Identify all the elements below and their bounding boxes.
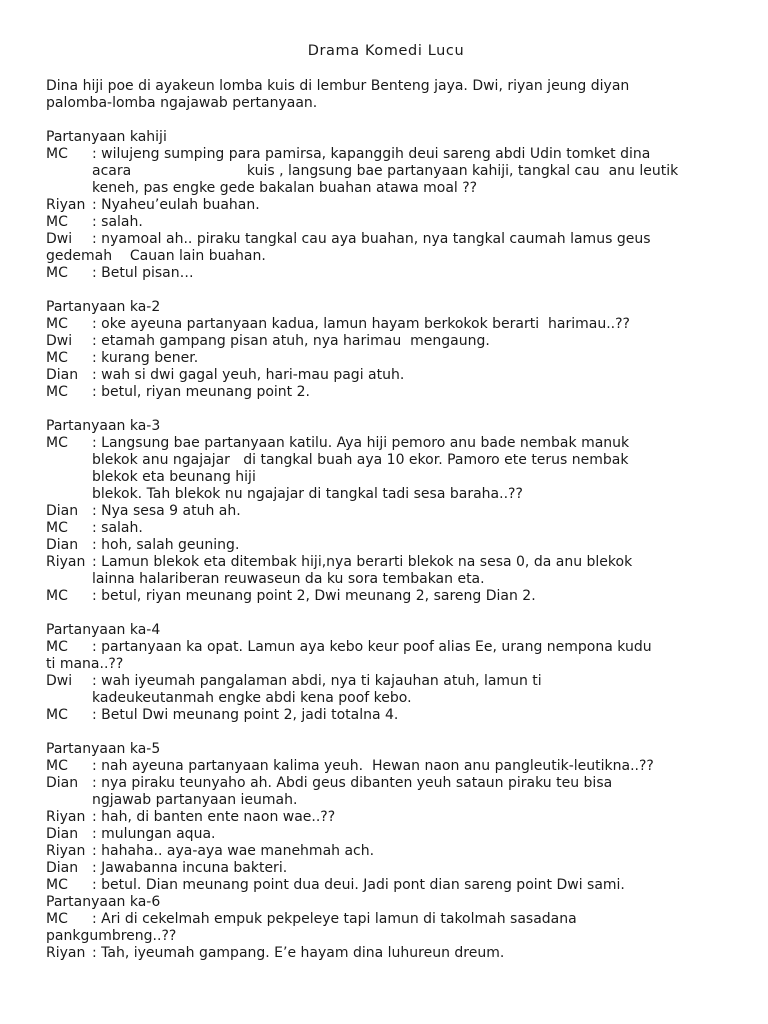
speaker-label: MC <box>46 265 68 281</box>
dialogue-text: : nah ayeuna partanyaan kalima yeuh. Hewan naon anu pangleutik-leutikna..?? <box>92 758 654 774</box>
speaker-label: Dwi <box>46 231 73 247</box>
section-heading: Partanyaan kahiji <box>46 129 167 145</box>
speaker-label: Dian <box>46 537 79 553</box>
dialogue-text: : Tah, iyeumah gampang. E’e hayam dina luhureun dreum. <box>92 945 505 961</box>
dialogue-text: lainna halariberan reuwaseun da ku sora tembakan eta. <box>92 571 485 587</box>
speaker-label: MC <box>46 316 68 332</box>
dialogue-text: : Lamun blekok eta ditembak hiji,nya berarti blekok na sesa 0, da anu blekok <box>92 554 633 570</box>
speaker-label: MC <box>46 758 68 774</box>
speaker-label: MC <box>46 877 68 893</box>
speaker-label: Dian <box>46 503 79 519</box>
dialogue-text: : betul. Dian meunang point dua deui. Jadi pont dian sareng point Dwi sami. <box>92 877 625 893</box>
dialogue-text: : nyamoal ah.. piraku tangkal cau aya buahan, nya tangkal caumah lamus geus <box>92 231 651 247</box>
dialogue-text: kadeukeutanmah engke abdi kena poof kebo. <box>92 690 412 706</box>
dialogue-text: : etamah gampang pisan atuh, nya harimau mengaung. <box>92 333 490 349</box>
dialogue-text: : wah iyeumah pangalaman abdi, nya ti kajauhan atuh, lamun ti <box>92 673 542 689</box>
speaker-label: Riyan <box>46 809 86 825</box>
intro-line: palomba-lomba ngajawab pertanyaan. <box>46 95 318 111</box>
dialogue-text: : hah, di banten ente naon wae..?? <box>92 809 336 825</box>
speaker-label: Dwi <box>46 333 73 349</box>
dialogue-text: blekok anu ngajajar di tangkal buah aya 10 ekor. Pamoro ete terus nembak <box>92 452 629 468</box>
dialogue-text: : salah. <box>92 214 143 230</box>
dialogue-text: : partanyaan ka opat. Lamun aya kebo keur poof alias Ee, urang nempona kudu <box>92 639 652 655</box>
speaker-label: Riyan <box>46 197 86 213</box>
dialogue-text: : Nyaheu’eulah buahan. <box>92 197 260 213</box>
speaker-label: Dian <box>46 775 79 791</box>
intro-line: Dina hiji poe di ayakeun lomba kuis di lembur Benteng jaya. Dwi, riyan jeung diyan <box>46 78 630 94</box>
speaker-label: MC <box>46 146 68 162</box>
dialogue-text: blekok. Tah blekok nu ngajajar di tangkal tadi sesa baraha..?? <box>92 486 523 502</box>
dialogue-text: : hahaha.. aya-aya wae manehmah ach. <box>92 843 375 859</box>
speaker-label: Dian <box>46 860 79 876</box>
dialogue-text: : Nya sesa 9 atuh ah. <box>92 503 241 519</box>
speaker-label: Riyan <box>46 843 86 859</box>
dialogue-text: : Jawabanna incuna bakteri. <box>92 860 288 876</box>
section-heading: Partanyaan ka-3 <box>46 418 161 434</box>
section-heading: Partanyaan ka-5 <box>46 741 161 757</box>
document-page <box>46 0 726 1024</box>
dialogue-text: : Betul pisan… <box>92 265 194 281</box>
speaker-label: MC <box>46 520 68 536</box>
dialogue-text: blekok eta beunang hiji <box>92 469 256 485</box>
dialogue-text: : betul, riyan meunang point 2. <box>92 384 310 400</box>
dialogue-text: ngjawab partanyaan ieumah. <box>92 792 298 808</box>
speaker-label: Dian <box>46 367 79 383</box>
speaker-label: MC <box>46 435 68 451</box>
dialogue-text: ti mana..?? <box>46 656 124 672</box>
dialogue-text: : mulungan aqua. <box>92 826 216 842</box>
speaker-label: MC <box>46 639 68 655</box>
dialogue-text: keneh, pas engke gede bakalan buahan atawa moal ?? <box>92 180 478 196</box>
dialogue-text: : nya piraku teunyaho ah. Abdi geus dibanten yeuh sataun piraku teu bisa <box>92 775 613 791</box>
dialogue-text: : Betul Dwi meunang point 2, jadi totalna 4. <box>92 707 399 723</box>
dialogue-text: : hoh, salah geuning. <box>92 537 240 553</box>
section-heading: Partanyaan ka-4 <box>46 622 161 638</box>
dialogue-text: : wilujeng sumping para pamirsa, kapanggih deui sareng abdi Udin tomket dina <box>92 146 651 162</box>
dialogue-text: : salah. <box>92 520 143 536</box>
page-title: Drama Komedi Lucu <box>307 43 465 59</box>
speaker-label: MC <box>46 384 68 400</box>
speaker-label: MC <box>46 911 68 927</box>
dialogue-text: : wah si dwi gagal yeuh, hari-mau pagi atuh. <box>92 367 405 383</box>
dialogue-text: : Langsung bae partanyaan katilu. Aya hiji pemoro anu bade nembak manuk <box>92 435 630 451</box>
speaker-label: MC <box>46 350 68 366</box>
speaker-label: MC <box>46 214 68 230</box>
dialogue-text: acara kuis , langsung bae partanyaan kahiji, tangkal cau anu leutik <box>92 163 679 179</box>
dialogue-text: : kurang bener. <box>92 350 199 366</box>
speaker-label: MC <box>46 588 68 604</box>
speaker-label: Dwi <box>46 673 73 689</box>
dialogue-text: pankgumbreng..?? <box>46 928 177 944</box>
dialogue-text: : oke ayeuna partanyaan kadua, lamun hayam berkokok berarti harimau..?? <box>92 316 630 332</box>
dialogue-text: : betul, riyan meunang point 2, Dwi meunang 2, sareng Dian 2. <box>92 588 536 604</box>
speaker-label: MC <box>46 707 68 723</box>
dialogue-text: : Ari di cekelmah empuk pekpeleye tapi lamun di takolmah sasadana <box>92 911 577 927</box>
dialogue-text: gedemah Cauan lain buahan. <box>46 248 266 264</box>
section-heading: Partanyaan ka-6 <box>46 894 161 910</box>
section-heading: Partanyaan ka-2 <box>46 299 161 315</box>
speaker-label: Riyan <box>46 554 86 570</box>
speaker-label: Riyan <box>46 945 86 961</box>
speaker-label: Dian <box>46 826 79 842</box>
